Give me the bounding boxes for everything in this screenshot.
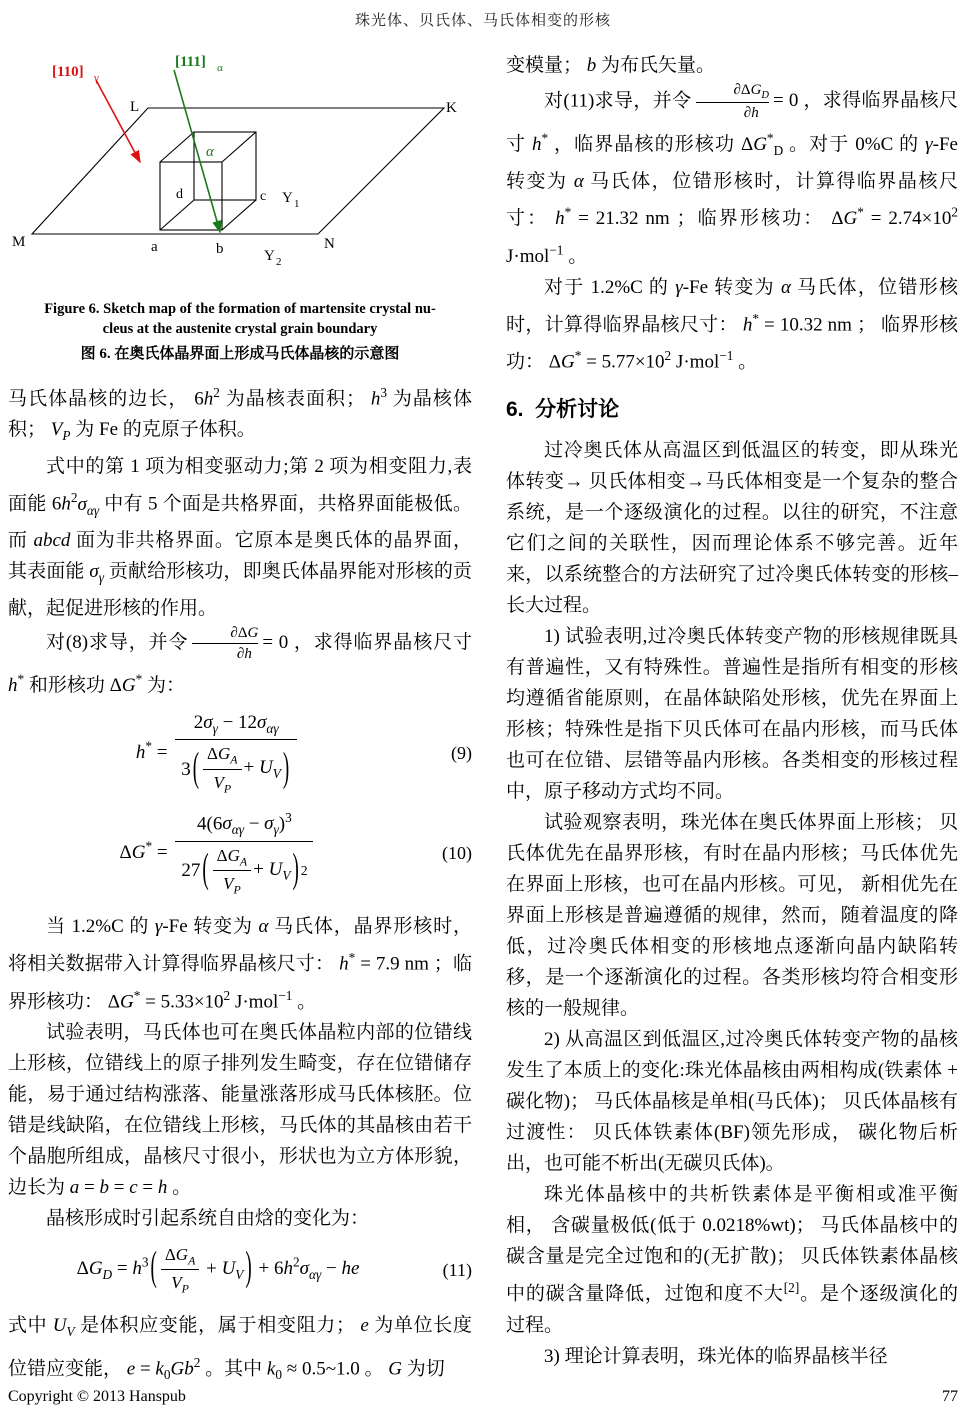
- equation-10-number: (10): [442, 843, 472, 864]
- equation-9-number: (9): [451, 743, 472, 764]
- martensite-nucleation-sketch: [8, 50, 470, 292]
- corner-N-label: N: [324, 236, 335, 252]
- left-column: [8, 50, 472, 1390]
- two-column-body: [0, 30, 966, 1390]
- Y2-label: Y: [264, 248, 275, 264]
- point-a-label: a: [151, 239, 158, 255]
- eq9-lhs: h* =: [135, 738, 173, 763]
- eq10-lhs: ΔG* =: [119, 838, 173, 863]
- figure-caption-zh: 图 6. 在奥氏体晶界面上形成马氏体晶核的示意图: [80, 346, 400, 363]
- paragraph-driving-resistance: 式中的第 1 项为相变驱动力;第 2 项为相变阻力,表面能 $6h^2\sigma_{\alpha\gamma}$ 中有 5 个面是共格界面，共格界面能极低。而 abcd 面为非共格界面。它原本是奥氏体的晶界面，其表面能 $\sigma_\gamma$ 贡献给形核功，即奥氏体晶界能对形核的贡献，起促进形核的作用。: [8, 456, 472, 620]
- equation-11-number: (11): [442, 1259, 472, 1280]
- point-c-label: c: [260, 189, 267, 204]
- text-before-derivative: 对(8)求导，并令: [46, 632, 189, 654]
- equation-10: [8, 810, 472, 897]
- paragraph-derivative-eq8: [8, 624, 472, 701]
- figure-caption: [14, 300, 466, 363]
- point-b-label: b: [216, 241, 224, 257]
- copyright-text: Copyright © 2013 Hanspub: [8, 1388, 186, 1405]
- paragraph-point-1: 1) 试验表明,过冷奥氏体转变产物的形核规律既具有普遍性，又有特殊性。普遍性是指所有相变的形核均遵循省能原则，在晶体缺陷处形核，优先在界面上形核；特殊性是指下贝氏体可在晶内形核，而马氏体也可在位错、层错等晶内形核。各类相变的形核过程中，原子移动方式均不同。: [506, 626, 958, 803]
- page-footer: [8, 1388, 958, 1406]
- paragraph-strain-energy: 式中 $U_V$ 是体积应变能，属于相变阻力； e 为单位长度位错应变能， $e = k_0Gb^2$ 。其中 $k_0$ ≈ 0.5~1.0 。 G 为切: [8, 1315, 472, 1383]
- point-d-label: d: [176, 187, 183, 202]
- right-column: [506, 50, 958, 1390]
- text-after-derivative: = 0 ，求得临界晶核尺寸 h* ，临界晶核的形核功 $\Delta G^*_D$ 。对于 0%C 的 γ-Fe 转变为 α 马氏体，位错形核时，计算得临界晶核尺寸： h* = 21.32 nm ；临界形核功： $\Delta G^* = 2.74\times 10^2$ J·mol$^{-1}$ 。: [506, 90, 958, 267]
- paragraph-point-3: 3) 理论计算表明，珠光体的临界晶核半径: [544, 1345, 888, 1367]
- direction-110-sub: γ: [94, 72, 99, 84]
- paragraph-grain-boundary-results: 当 1.2%C 的 γ-Fe 转变为 α 马氏体，晶界形核时，将相关数据带入计算得临界晶核尺寸： h* = 7.9 nm ；临界形核功： $\Delta G^* = 5.33\times 10^2$ J·mol$^{-1}$ 。: [8, 916, 472, 1012]
- equation-11: $\Delta G_D = h^3$ ( $\frac{\Delta G_A}{V_P}$ + $U_V$ ) + $6h^2\sigma_{\alpha\gamma}$ − he (11): [76, 1244, 472, 1296]
- eq11-lhs: $\Delta G_D = h^3$: [76, 1255, 149, 1283]
- eq11-fraction: $\frac{\Delta G_A}{V_P}$: [161, 1244, 199, 1297]
- eq9-fraction: $2\sigma_\gamma - 12\sigma_{\alpha\gamma}$ 3 ( $\frac{\Delta G_A}{V_P}$ + $U_V$ ): [175, 711, 297, 796]
- page-number: 77: [942, 1388, 958, 1405]
- direction-111-label: [111]: [175, 54, 206, 70]
- partial-derivative-fraction: $\frac{\partial\Delta G_D}{\partial h}$: [696, 81, 770, 123]
- direction-110-arrow: [96, 80, 140, 162]
- paragraph-point-2: 2) 从高温区到低温区,过冷奥氏体转变产物的晶核发生了本质上的变化:珠光体晶核由两相构成(铁素体 + 碳化物)； 马氏体晶核是单相(马氏体)； 贝氏体晶核有过渡性： 贝氏体铁素体(BF)领先形成， 碳化物后析出，也可能不析出(无碳贝氏体)。: [506, 1029, 958, 1175]
- paragraph-derivative-eq11: [506, 81, 958, 272]
- equation-9: [8, 711, 472, 796]
- section-heading-discussion: 6. 分析讨论: [506, 398, 620, 422]
- text-after-derivative: = 0 ，求得临界晶核尺寸 h* 和形核功 ΔG* 为：: [8, 632, 472, 696]
- partial-derivative-fraction: $\frac{\partial\Delta G}{\partial h}$: [192, 624, 258, 664]
- eq10-fraction: $4(6\sigma_{\alpha\gamma} - \sigma_\gamma)^3$ 27 ( $\frac{\Delta G_A}{V_P}$ + $U_V$ ) 2: [175, 810, 313, 897]
- direction-111-sub: α: [217, 62, 223, 74]
- paragraph-dislocation-results: 对于 1.2%C 的 γ-Fe 转变为 α 马氏体，位错形核时，计算得临界晶核尺寸： h* = 10.32 nm ； 临界形核功： $\Delta G^* = 5.77\times 10^2$ J·mol$^{-1}$ 。: [506, 276, 958, 373]
- paragraph-evolution-overview: 过冷奥氏体从高温区到低温区的转变，即从珠光体转变→ 贝氏体相变→马氏体相变是一个复杂的整合系统，是一个逐级演化的过程。以往的研究，不注意它们之间的关联性，因而理论体系不够完善。近年来，以系统整合的方法研究了过冷奥氏体转变的形核–长大过程。: [506, 440, 958, 617]
- paragraph-dislocation-nucleation: 试验表明，马氏体也可在奥氏体晶粒内部的位错线上形核，位错线上的原子排列发生畸变，存在位错储存能，易于通过结构涨落、能量涨落形成马氏体核胚。位错是线缺陷，在位错线上形核，马氏体的其晶核由若干个晶胞所组成，晶核尺寸很小，形状也为立方体形貌，边长为 a = b = c = h 。: [8, 1021, 472, 1198]
- paragraph-nucleus-geometry: 马氏体晶核的边长， $6h^2$ 为晶核表面积； $h^3$ 为晶核体积； $V_P$ 为 Fe 的克原子体积。: [8, 385, 472, 444]
- corner-L-label: L: [130, 99, 140, 115]
- corner-K-label: K: [446, 100, 457, 116]
- alpha-phase-label: α: [206, 144, 214, 160]
- running-head: 珠光体、贝氏体、马氏体相变的形核: [354, 13, 611, 29]
- corner-M-label: M: [12, 234, 26, 250]
- figure-6-drawing: [8, 50, 470, 292]
- paragraph-free-enthalpy-intro: 晶核形成时引起系统自由焓的变化为：: [46, 1207, 370, 1229]
- Y2-sub: 2: [276, 256, 282, 268]
- paragraph-observation: 试验观察表明，珠光体在奥氏体界面上形核； 贝氏体优先在晶界形核，有时在晶内形核；马氏体优先在界面上形核，也可在晶内形核。可见， 新相优先在界面上形核是普遍遵循的规律，然而，随着温度的降低，过冷奥氏体相变的形核地点逐渐向晶内缺陷转移，是一个逐渐演化的过程。各类形核均符合相变形核的一般规律。: [506, 812, 958, 1020]
- direction-110-label: [110]: [52, 64, 84, 80]
- Y1-sub: 1: [294, 198, 300, 210]
- grain-boundary-plane: [32, 108, 444, 234]
- text-before-derivative: 对(11)求导，并令: [544, 90, 692, 112]
- Y1-label: Y: [282, 190, 293, 206]
- paragraph-shear-modulus: 变模量； b 为布氏矢量。: [506, 55, 716, 76]
- figure-6: [8, 50, 472, 363]
- figure-caption-en: Figure 6. Sketch map of the formation of martensite crystal nu- cleus at the austenite crystal grain boundary: [44, 301, 436, 337]
- paragraph-carbon-content: 珠光体晶核中的共析铁素体是平衡相或准平衡相， 含碳量极低(低于 0.0218%wt)； 马氏体晶核中的碳含量是完全过饱和的(无扩散)； 贝氏体铁素体晶核中的碳含量降低，过饱和度不大[2]。是个逐级演化的过程。: [506, 1184, 958, 1336]
